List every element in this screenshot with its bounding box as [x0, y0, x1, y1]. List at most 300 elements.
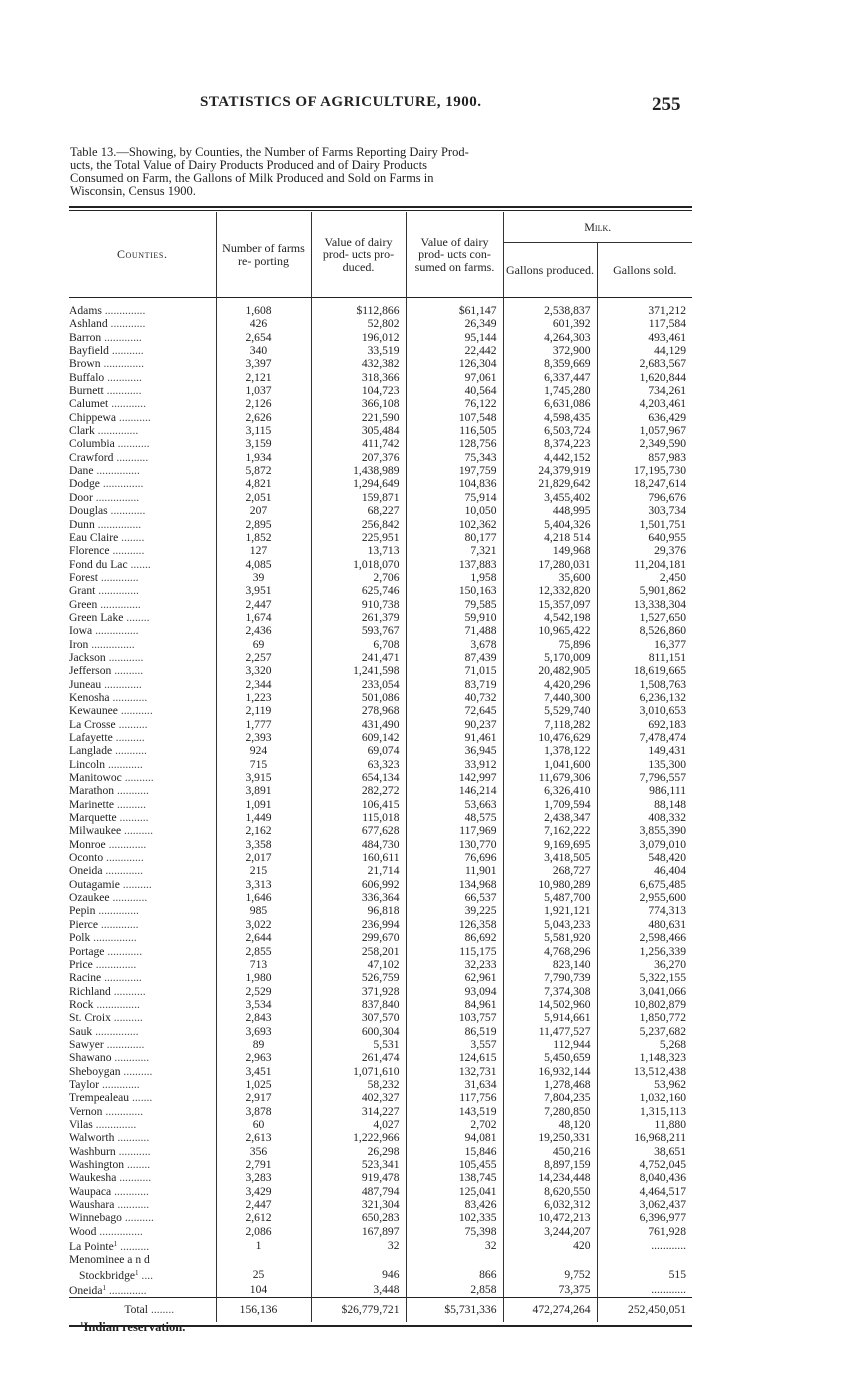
value-produced: 1,018,070	[311, 558, 406, 571]
value-consumed: 15,846	[406, 1145, 503, 1158]
gallons-produced: 112,944	[503, 1038, 597, 1051]
county-row	[69, 558, 692, 571]
gallons-sold: 16,968,211	[597, 1131, 692, 1144]
county-label: Jackson	[69, 650, 106, 664]
gallons-sold: 1,508,763	[597, 678, 692, 691]
farms-reporting: 2,843	[216, 1011, 311, 1024]
county-label: Wood	[69, 1224, 97, 1238]
value-produced: 6,708	[311, 638, 406, 651]
county-label: Langlade	[69, 744, 113, 758]
county-name: Jefferson ..........	[69, 664, 144, 678]
county-name: Iowa ...............	[69, 624, 139, 638]
county-name: Portage ............	[69, 944, 143, 958]
value-consumed: 105,455	[406, 1158, 503, 1171]
value-consumed: 87,439	[406, 651, 503, 664]
gallons-produced: 4,442,152	[503, 451, 597, 464]
gallons-produced: 7,440,300	[503, 691, 597, 704]
county-label: Waupaca	[69, 1184, 112, 1198]
farms-reporting: 715	[216, 758, 311, 771]
county-label: Green	[69, 597, 98, 611]
county-row	[69, 477, 692, 490]
county-name: Vernon .............	[69, 1104, 144, 1118]
value-produced: 432,382	[311, 357, 406, 370]
gallons-sold: 3,855,390	[597, 824, 692, 837]
county-row	[69, 931, 692, 944]
value-produced: 402,327	[311, 1091, 406, 1104]
county-row	[69, 544, 692, 557]
county-name: Polk ...............	[69, 931, 137, 945]
county-label: Washington	[69, 1158, 125, 1171]
value-consumed: 197,759	[406, 464, 503, 477]
gallons-sold: 5,322,155	[597, 971, 692, 984]
total-gal-sold: 252,450,051	[597, 1298, 692, 1323]
value-consumed: 93,094	[406, 985, 503, 998]
county-name: Fond du Lac .......	[69, 557, 151, 571]
caption-line: ucts, the Total Value of Dairy Products Produced and of Dairy Products	[70, 158, 427, 172]
farms-reporting: 2,121	[216, 371, 311, 384]
gallons-produced: 7,374,308	[503, 985, 597, 998]
county-row	[69, 985, 692, 998]
county-name: Sawyer .............	[69, 1037, 145, 1051]
county-label: Brown	[69, 357, 101, 371]
value-produced: 63,323	[311, 758, 406, 771]
value-consumed: 95,144	[406, 331, 503, 344]
county-label: Winnebago	[69, 1211, 122, 1225]
value-produced: 233,054	[311, 678, 406, 691]
gallons-produced: 268,727	[503, 864, 597, 877]
value-consumed: 866	[406, 1267, 503, 1282]
county-name: Richland ...........	[69, 984, 146, 998]
gallons-sold: 11,204,181	[597, 558, 692, 571]
farms-reporting: 1	[216, 1238, 311, 1253]
value-consumed: 117,969	[406, 824, 503, 837]
value-consumed: 90,237	[406, 718, 503, 731]
gallons-produced: 16,932,144	[503, 1065, 597, 1078]
gallons-produced: 450,216	[503, 1145, 597, 1158]
county-row	[69, 397, 692, 410]
value-consumed: 146,214	[406, 784, 503, 797]
county-label: Forest	[69, 570, 98, 584]
gallons-produced: 11,477,527	[503, 1025, 597, 1038]
county-label: Kenosha	[69, 690, 110, 704]
value-produced: 484,730	[311, 838, 406, 851]
county-row	[69, 638, 692, 651]
gallons-produced: 7,280,850	[503, 1105, 597, 1118]
county-row	[69, 331, 692, 344]
value-produced: 69,074	[311, 744, 406, 757]
county-label: Sawyer	[69, 1037, 104, 1051]
county-row	[69, 664, 692, 677]
county-row	[69, 518, 692, 531]
gallons-produced: 1,378,122	[503, 744, 597, 757]
gallons-produced: 1,921,121	[503, 904, 597, 917]
table-top-rule-thin	[69, 210, 692, 211]
value-consumed: 128,756	[406, 437, 503, 450]
value-produced: 241,471	[311, 651, 406, 664]
county-row	[69, 824, 692, 837]
value-produced: 221,590	[311, 411, 406, 424]
value-produced: 167,897	[311, 1225, 406, 1238]
county-label: Polk	[69, 931, 91, 945]
farms-reporting: 2,126	[216, 397, 311, 410]
gallons-produced: 6,503,724	[503, 424, 597, 437]
gallons-produced: 3,418,505	[503, 851, 597, 864]
farms-reporting: 1,980	[216, 971, 311, 984]
county-label: Price	[69, 957, 93, 971]
value-produced: 104,723	[311, 384, 406, 397]
county-name: Ashland ............	[69, 317, 146, 331]
county-name: La Pointe$^1$ ..........	[69, 1240, 150, 1254]
county-label: Portage	[69, 944, 105, 958]
value-produced: 96,818	[311, 904, 406, 917]
county-label: Oneida	[69, 1284, 103, 1298]
county-name: Rock ...............	[69, 997, 140, 1011]
county-row	[69, 1078, 692, 1091]
value-produced: 258,201	[311, 945, 406, 958]
value-consumed: 76,122	[406, 397, 503, 410]
farms-reporting: 2,436	[216, 624, 311, 637]
gallons-sold: 8,040,436	[597, 1171, 692, 1184]
gallons-produced: 6,032,312	[503, 1198, 597, 1211]
county-row	[69, 1253, 692, 1266]
farms-reporting: 25	[216, 1267, 311, 1282]
gallons-sold: 986,111	[597, 784, 692, 797]
farms-reporting: 3,878	[216, 1105, 311, 1118]
county-name: Waushara ...........	[69, 1198, 150, 1212]
value-produced: 207,376	[311, 451, 406, 464]
value-produced: 1,222,966	[311, 1131, 406, 1144]
farms-reporting: 60	[216, 1118, 311, 1131]
table-body	[69, 298, 692, 1298]
county-name: Racine .............	[69, 971, 142, 985]
value-produced: 501,086	[311, 691, 406, 704]
value-consumed: 125,041	[406, 1185, 503, 1198]
value-consumed: 40,564	[406, 384, 503, 397]
gallons-sold: 7,796,557	[597, 771, 692, 784]
gallons-produced: 4,218 514	[503, 531, 597, 544]
farms-reporting: 356	[216, 1145, 311, 1158]
county-label: Richland	[69, 984, 111, 998]
county-name: Jackson ............	[69, 650, 144, 664]
county-label: Dodge	[69, 477, 100, 491]
farms-reporting: 69	[216, 638, 311, 651]
gallons-produced: 448,995	[503, 504, 597, 517]
col-value-produced: Value of dairy prod- ucts pro- duced.	[311, 212, 406, 298]
county-row	[69, 891, 692, 904]
value-produced: 314,227	[311, 1105, 406, 1118]
gallons-produced: 372,900	[503, 344, 597, 357]
county-label: Marquette	[69, 811, 117, 825]
county-label: Juneau	[69, 677, 102, 691]
value-produced: 1,241,598	[311, 664, 406, 677]
gallons-produced: 48,120	[503, 1118, 597, 1131]
county-name: Menominee a n d	[69, 1253, 150, 1267]
county-label: Washburn	[69, 1144, 116, 1158]
page-header	[0, 94, 859, 124]
county-row	[69, 451, 692, 464]
caption-line: Table 13.—Showing, by Counties, the Number of Farms Reporting Dairy Prod-	[70, 145, 469, 159]
county-label: Buffalo	[69, 370, 105, 384]
value-produced: 299,670	[311, 931, 406, 944]
gallons-produced: 1,041,600	[503, 758, 597, 771]
value-produced: 2,706	[311, 571, 406, 584]
county-name: Pepin ..............	[69, 904, 139, 918]
value-produced: 593,767	[311, 624, 406, 637]
county-label: Chippewa	[69, 410, 117, 424]
gallons-sold: 38,651	[597, 1145, 692, 1158]
value-produced: 33,519	[311, 344, 406, 357]
total-consumed: $5,731,336	[406, 1298, 503, 1323]
gallons-sold: 1,620,844	[597, 371, 692, 384]
value-produced: 21,714	[311, 864, 406, 877]
county-label: Vilas	[69, 1117, 93, 1131]
table-foot	[69, 1298, 692, 1323]
county-label: La Crosse	[69, 717, 116, 731]
table-caption	[70, 146, 695, 198]
county-row	[69, 624, 692, 637]
county-row	[69, 851, 692, 864]
farms-reporting: 3,397	[216, 357, 311, 370]
county-label: Iowa	[69, 624, 93, 638]
county-label: Calumet	[69, 397, 109, 411]
farms-reporting: 340	[216, 344, 311, 357]
gallons-sold: 16,377	[597, 638, 692, 651]
caption-line: Wisconsin, Census 1900.	[70, 184, 196, 198]
county-row	[69, 1131, 692, 1144]
county-label: Barron	[69, 330, 102, 344]
county-name: Calumet ............	[69, 397, 146, 411]
farms-reporting: 2,051	[216, 491, 311, 504]
value-produced: 261,474	[311, 1051, 406, 1064]
county-row	[69, 811, 692, 824]
gallons-produced: 15,357,097	[503, 598, 597, 611]
county-label: Burnett	[69, 384, 104, 398]
gallons-sold: 29,376	[597, 544, 692, 557]
gallons-produced: 5,487,700	[503, 891, 597, 904]
value-consumed: 22,442	[406, 344, 503, 357]
farms-reporting: 3,693	[216, 1025, 311, 1038]
col-gallons-produced: Gallons produced.	[503, 243, 597, 298]
value-consumed: 150,163	[406, 584, 503, 597]
value-produced: 196,012	[311, 331, 406, 344]
gallons-produced: 1,745,280	[503, 384, 597, 397]
gallons-sold: 3,062,437	[597, 1198, 692, 1211]
gallons-sold: 3,079,010	[597, 838, 692, 851]
county-row	[69, 1267, 692, 1282]
farms-reporting: 2,529	[216, 985, 311, 998]
value-produced: $112,866	[311, 298, 406, 318]
county-row	[69, 1185, 692, 1198]
county-row	[69, 718, 692, 731]
gallons-sold: 796,676	[597, 491, 692, 504]
value-consumed: 117,756	[406, 1091, 503, 1104]
gallons-produced: 8,620,550	[503, 1185, 597, 1198]
county-label: Lincoln	[69, 757, 106, 771]
value-produced: 523,341	[311, 1158, 406, 1171]
gallons-produced: 5,914,661	[503, 1011, 597, 1024]
county-row	[69, 904, 692, 917]
value-consumed: 80,177	[406, 531, 503, 544]
county-row	[69, 1238, 692, 1253]
gallons-produced: 2,538,837	[503, 298, 597, 318]
farms-reporting: 2,447	[216, 598, 311, 611]
county-row	[69, 491, 692, 504]
gallons-sold: 6,675,485	[597, 878, 692, 891]
value-produced: 910,738	[311, 598, 406, 611]
county-row	[69, 651, 692, 664]
county-label: Florence	[69, 544, 110, 558]
county-label: Taylor	[69, 1077, 100, 1091]
farms-reporting: 3,429	[216, 1185, 311, 1198]
value-produced: 654,134	[311, 771, 406, 784]
value-produced: 321,304	[311, 1198, 406, 1211]
county-row	[69, 464, 692, 477]
gallons-produced: 1,278,468	[503, 1078, 597, 1091]
farms-reporting: 3,313	[216, 878, 311, 891]
county-name: Shawano ............	[69, 1051, 150, 1065]
gallons-sold: 11,880	[597, 1118, 692, 1131]
col-farms: Number of farms re- porting	[216, 212, 311, 298]
gallons-produced: 12,332,820	[503, 584, 597, 597]
gallons-sold: 2,683,567	[597, 357, 692, 370]
value-consumed: 10,050	[406, 504, 503, 517]
county-label: Monroe	[69, 837, 106, 851]
farms-reporting: 2,162	[216, 824, 311, 837]
county-name: Florence ...........	[69, 544, 145, 558]
county-row	[69, 744, 692, 757]
county-name: Juneau .............	[69, 677, 142, 691]
gallons-sold: 53,962	[597, 1078, 692, 1091]
county-row	[69, 704, 692, 717]
county-name: Monroe .............	[69, 837, 147, 851]
gallons-produced: 5,529,740	[503, 704, 597, 717]
county-name: Vilas ..............	[69, 1117, 137, 1131]
county-label: Crawford	[69, 450, 114, 464]
gallons-sold: 1,527,650	[597, 611, 692, 624]
county-row	[69, 531, 692, 544]
gallons-sold: 692,183	[597, 718, 692, 731]
gallons-sold: ............	[597, 1282, 692, 1298]
value-produced: 160,611	[311, 851, 406, 864]
gallons-sold: 493,461	[597, 331, 692, 344]
gallons-sold: ............	[597, 1238, 692, 1253]
gallons-produced: 7,804,235	[503, 1091, 597, 1104]
county-row	[69, 357, 692, 370]
gallons-produced: 6,631,086	[503, 397, 597, 410]
value-consumed: 31,634	[406, 1078, 503, 1091]
gallons-produced: 10,980,289	[503, 878, 597, 891]
county-name: Bayfield ...........	[69, 344, 144, 358]
county-name: Lafayette ..........	[69, 731, 145, 744]
gallons-produced: 19,250,331	[503, 1131, 597, 1144]
value-consumed: 3,557	[406, 1038, 503, 1051]
county-name: Langlade ...........	[69, 744, 147, 758]
county-name: Taylor .............	[69, 1077, 140, 1091]
gallons-sold: 1,501,751	[597, 518, 692, 531]
county-name: Sheboygan ..........	[69, 1064, 153, 1078]
county-row	[69, 945, 692, 958]
county-label: Columbia	[69, 437, 115, 451]
county-name: Green Lake ........	[69, 610, 150, 624]
farms-reporting: 2,791	[216, 1158, 311, 1171]
value-produced: 600,304	[311, 1025, 406, 1038]
value-produced: 261,379	[311, 611, 406, 624]
county-name: Winnebago ..........	[69, 1211, 154, 1225]
farms-reporting: 1,608	[216, 298, 311, 318]
footnote-ref: 1	[102, 1284, 106, 1293]
value-consumed: 97,061	[406, 371, 503, 384]
farms-reporting: 2,393	[216, 731, 311, 744]
gallons-produced: 7,118,282	[503, 718, 597, 731]
county-label: Waukesha	[69, 1171, 117, 1185]
value-produced: 26,298	[311, 1145, 406, 1158]
county-row	[69, 998, 692, 1011]
gallons-produced: 5,043,233	[503, 918, 597, 931]
county-row	[69, 411, 692, 424]
gallons-produced: 601,392	[503, 317, 597, 330]
county-row	[69, 1038, 692, 1051]
value-consumed: 75,343	[406, 451, 503, 464]
caption-line: Consumed on Farm, the Gallons of Milk Produced and Sold on Farms in	[70, 171, 434, 185]
gallons-produced: 73,375	[503, 1282, 597, 1298]
farms-reporting: 3,451	[216, 1065, 311, 1078]
county-name: Columbia ...........	[69, 437, 150, 451]
table-head	[69, 212, 692, 298]
col-gallons-sold: Gallons sold.	[597, 243, 692, 298]
total-gal-produced: 472,274,264	[503, 1298, 597, 1323]
farms-reporting: 4,085	[216, 558, 311, 571]
gallons-produced: 2,438,347	[503, 811, 597, 824]
value-produced: 431,490	[311, 718, 406, 731]
county-name: Manitowoc ..........	[69, 771, 154, 785]
value-consumed: 86,692	[406, 931, 503, 944]
dairy-table-wrap	[69, 212, 692, 1322]
farms-reporting: 3,915	[216, 771, 311, 784]
county-name: Kenosha ............	[69, 690, 148, 704]
value-produced: 32	[311, 1238, 406, 1253]
gallons-produced: 8,897,159	[503, 1158, 597, 1171]
farms-reporting: 3,283	[216, 1171, 311, 1184]
gallons-produced: 4,598,435	[503, 411, 597, 424]
county-row	[69, 584, 692, 597]
gallons-produced: 4,542,198	[503, 611, 597, 624]
total-farms: 156,136	[216, 1298, 311, 1323]
gallons-produced: 149,968	[503, 544, 597, 557]
value-consumed: 62,961	[406, 971, 503, 984]
value-produced: 366,108	[311, 397, 406, 410]
county-label: Jefferson	[69, 664, 112, 678]
gallons-produced: 10,476,629	[503, 731, 597, 744]
gallons-produced: 75,896	[503, 638, 597, 651]
value-produced: 159,871	[311, 491, 406, 504]
gallons-produced: 8,359,669	[503, 357, 597, 370]
farms-reporting: 1,091	[216, 798, 311, 811]
county-name: Chippewa ...........	[69, 410, 151, 424]
county-label: Dunn	[69, 517, 95, 531]
county-label: Manitowoc	[69, 771, 122, 785]
farms-reporting: 3,358	[216, 838, 311, 851]
county-row	[69, 1091, 692, 1104]
gallons-produced: 4,768,296	[503, 945, 597, 958]
county-label: Vernon	[69, 1104, 103, 1118]
value-produced: 305,484	[311, 424, 406, 437]
value-produced: 5,531	[311, 1038, 406, 1051]
value-produced: 650,283	[311, 1211, 406, 1224]
value-consumed: 1,958	[406, 571, 503, 584]
farms-reporting: 89	[216, 1038, 311, 1051]
gallons-produced: 823,140	[503, 958, 597, 971]
farms-reporting: 2,612	[216, 1211, 311, 1224]
